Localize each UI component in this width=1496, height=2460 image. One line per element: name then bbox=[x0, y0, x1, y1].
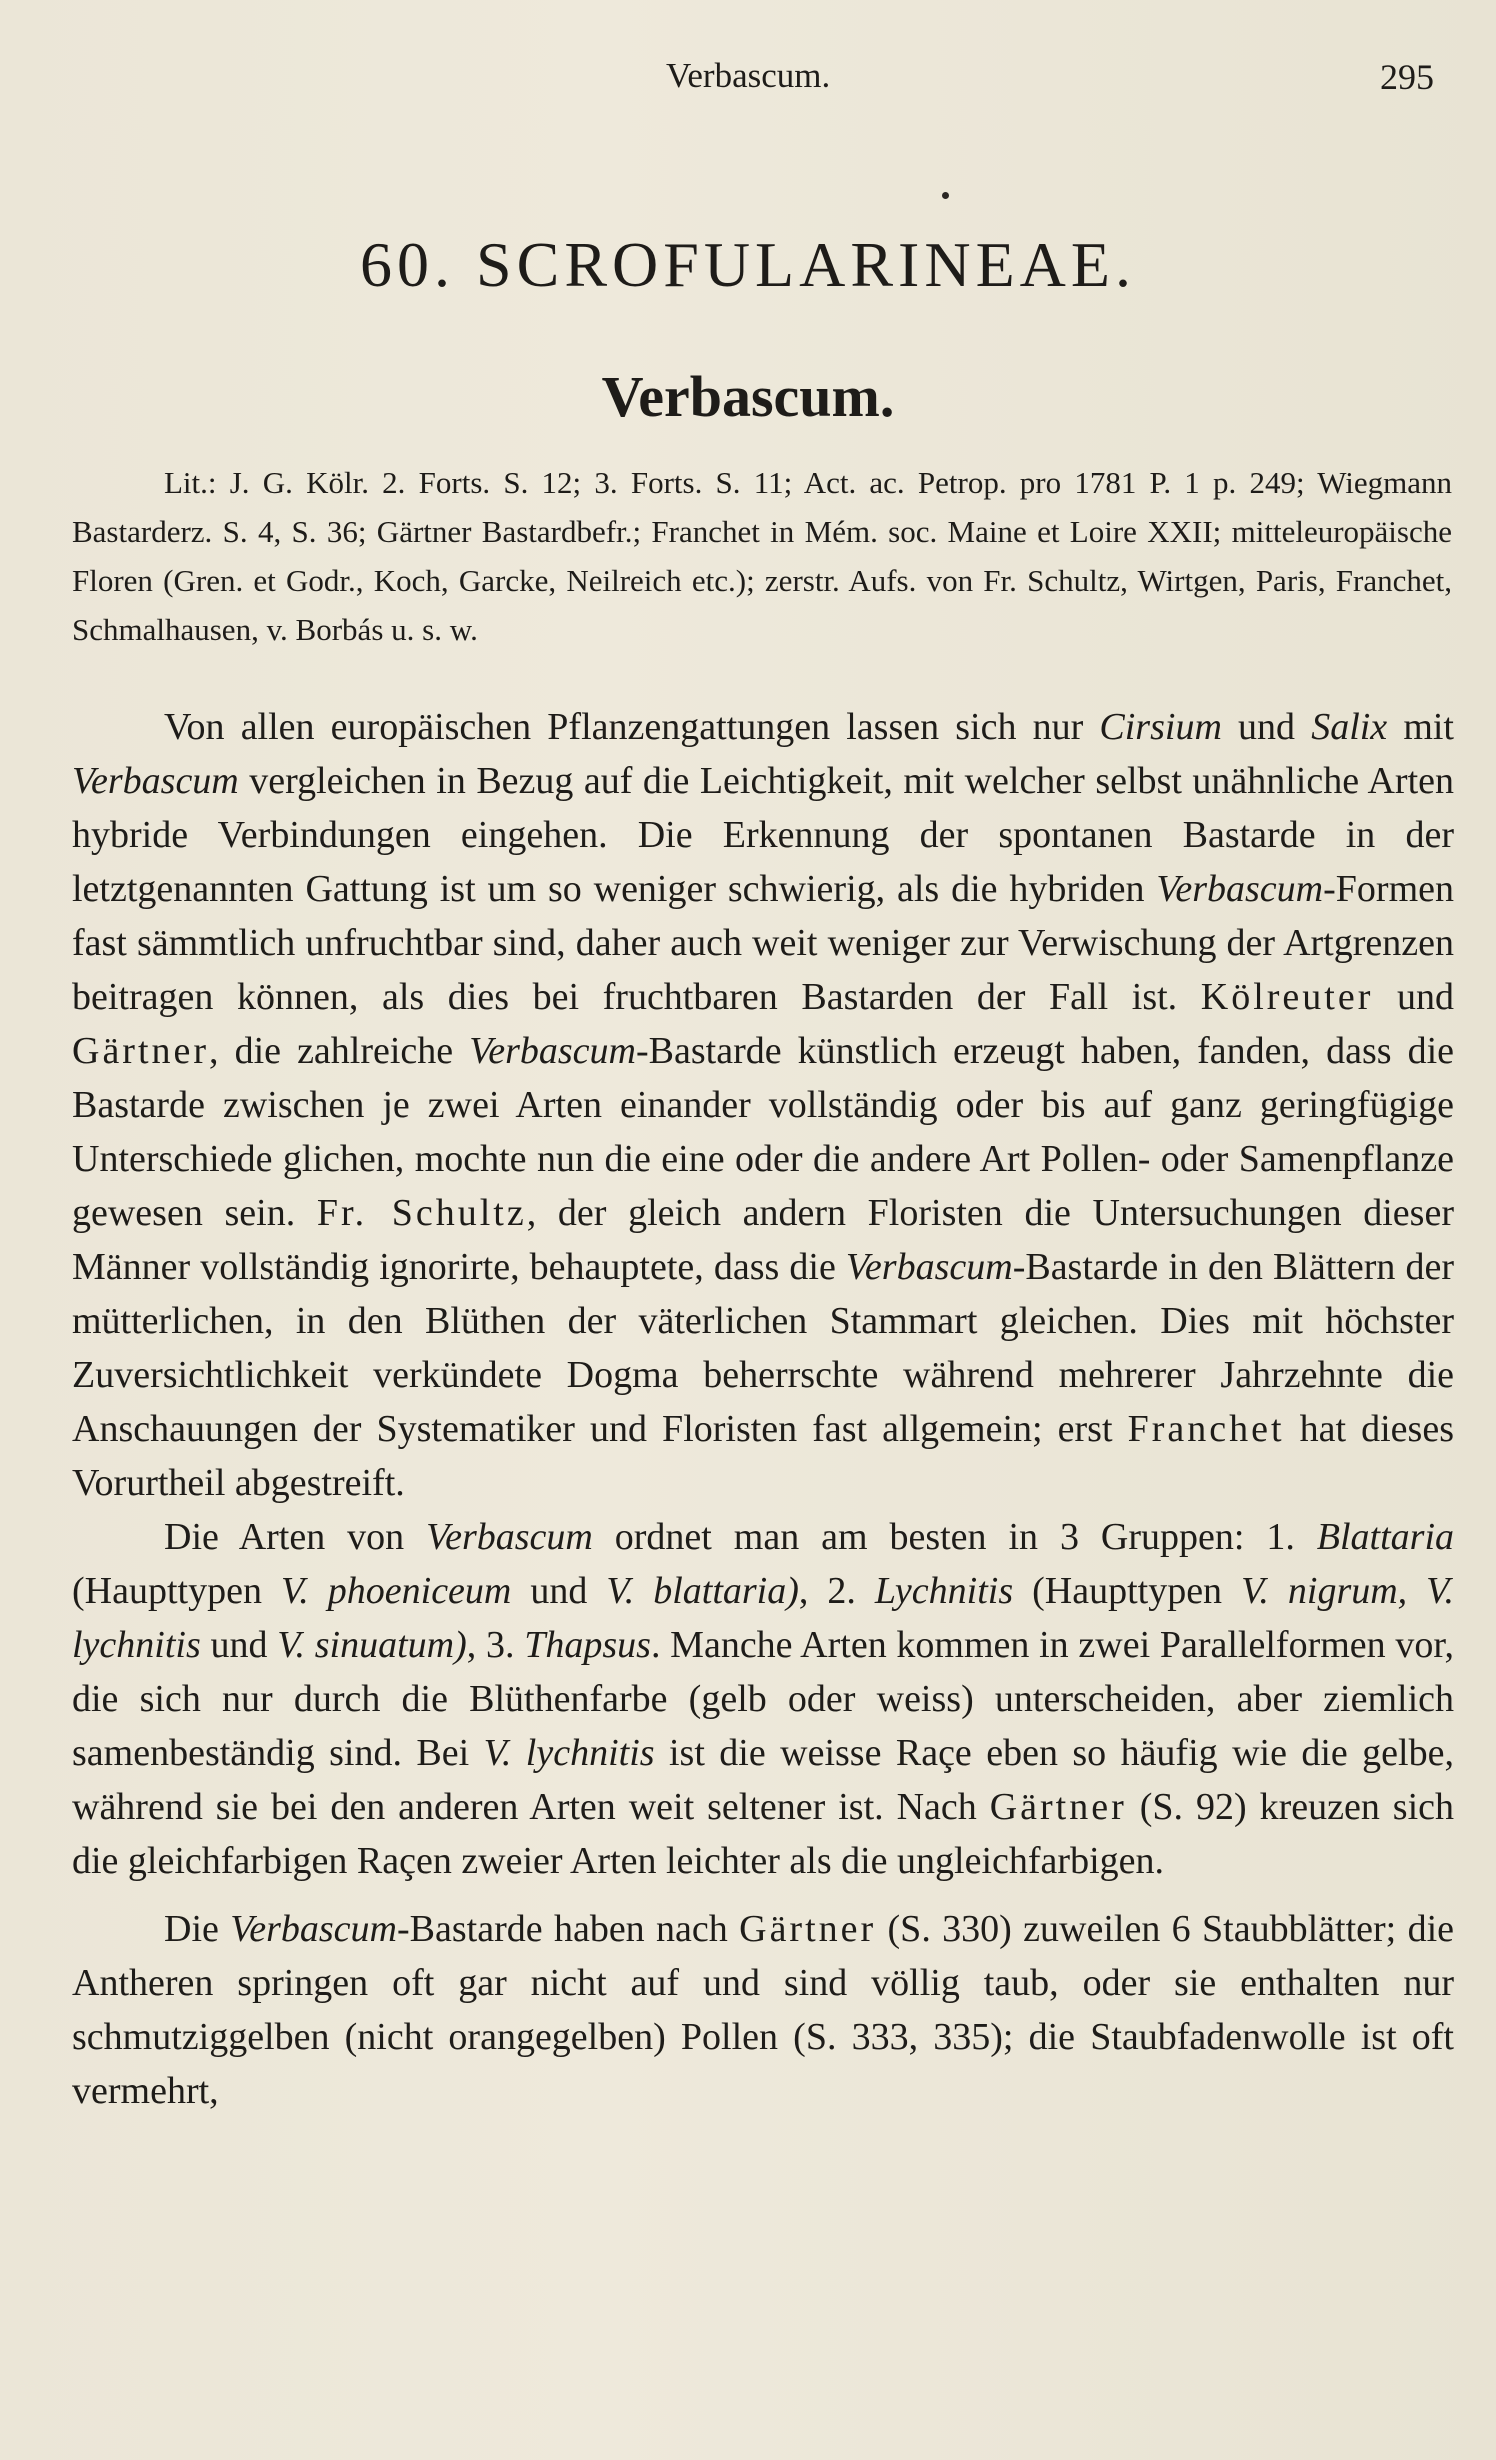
literature-text: Lit.: J. G. Kölr. 2. Forts. S. 12; 3. Forts. S. 11; Act. ac. Petrop. pro 1781 P. 1 p. 249; Wiegmann Bastarderz. S. 4, S. 36; Gärtner Bastardbefr.; Franchet in Mém. soc. Maine et Loire XXII; mitteleuropäische Floren (Gren. et Godr., Koch, Garcke, Neilreich etc.); zerstr. Aufs. von Fr. Schultz, Wirtgen, Paris, Franchet, Schmalhausen, v. Borbás u. s. w. bbox=[72, 465, 1452, 647]
text-run: Die bbox=[164, 1908, 231, 1950]
taxon-name: V. phoeniceum bbox=[280, 1570, 512, 1612]
taxon-name: V. sinuatum) bbox=[277, 1624, 467, 1666]
paragraph-1 bbox=[72, 700, 1454, 1510]
text-run: , 2. bbox=[798, 1570, 875, 1612]
text-run: . Manche Arten kommen in zwei Parallelformen vor, die sich nur durch die Blüthenfarbe (gelb oder weiss) unterscheiden, aber ziemlich samenbeständig sind. Bei bbox=[72, 1624, 1455, 1774]
text-run: und bbox=[200, 1624, 278, 1666]
taxon-name: Verbascum bbox=[230, 1908, 397, 1950]
family-heading: 60. SCROFULARINEAE. bbox=[360, 229, 1136, 300]
text-run: hat dieses Vorurtheil abgestreift. bbox=[72, 1408, 1454, 1504]
text-run: und bbox=[1221, 706, 1312, 748]
genus-heading: Verbascum. bbox=[601, 364, 895, 429]
page-number: 295 bbox=[1380, 57, 1434, 97]
paragraph-2 bbox=[72, 1510, 1454, 1888]
text-run: , der gleich andern Floristen die Untersuchungen dieser Männer vollständig ignorirte, behauptete, dass die bbox=[72, 1192, 1454, 1288]
text-run: , 3. bbox=[466, 1624, 525, 1666]
author-name: Gärtner bbox=[72, 1030, 210, 1072]
text-run: und bbox=[511, 1570, 607, 1612]
text-run: vergleichen in Bezug auf die Leichtigkeit, mit welcher selbst unähnliche Arten hybride Verbindungen eingehen. Die Erkennung der spontanen Bastarde in der letztgenannten Gattung ist um so weniger schwierig, als die hybriden bbox=[72, 760, 1454, 910]
taxon-name: V. blattaria) bbox=[606, 1570, 799, 1612]
taxon-name: V. nigrum, V. lychnitis bbox=[72, 1570, 1454, 1666]
main-text bbox=[72, 700, 1454, 2118]
taxon-name: Verbascum bbox=[1156, 868, 1324, 910]
text-run: (Haupttypen bbox=[1013, 1570, 1242, 1612]
taxon-name: Lychnitis bbox=[874, 1570, 1014, 1612]
text-run: (S. 330) zuweilen 6 Staubblätter; die Antheren springen oft gar nicht auf und sind völlig taub, oder sie enthalten nur schmutziggelben (nicht orangegelben) Pollen (S. 333, 335); die Staubfadenwolle ist oft vermehrt, bbox=[72, 1908, 1454, 2112]
literature-block bbox=[72, 458, 1452, 654]
running-head-title: Verbascum. bbox=[666, 56, 831, 95]
text-run: -Bastarde in den Blättern der mütterlichen, in den Blüthen der väterlichen Stammart gleichen. Dies mit höchster Zuversichtlichkeit verkündete Dogma beherrschte während mehrerer Jahrzehnte die Anschauungen der Systematiker und Floristen fast allgemein; erst bbox=[72, 1246, 1455, 1450]
text-run: ist die weisse Raçe eben so häufig wie die gelbe, während sie bei den anderen Arten weit seltener ist. Nach bbox=[72, 1732, 1454, 1828]
taxon-name: Blattaria bbox=[1316, 1516, 1454, 1558]
text-run: Von allen europäischen Pflanzengattungen lassen sich nur bbox=[164, 706, 1100, 748]
author-name: Gärtner bbox=[739, 1908, 877, 1950]
paragraph-3 bbox=[72, 1902, 1454, 2118]
ornament-dot bbox=[942, 192, 949, 199]
taxon-name: Salix bbox=[1311, 706, 1388, 748]
taxon-name: Verbascum bbox=[469, 1030, 636, 1072]
text-run: (Haupttypen bbox=[72, 1570, 281, 1612]
text-run: ordnet man am besten in 3 Gruppen: 1. bbox=[592, 1516, 1317, 1558]
text-run: mit bbox=[1387, 706, 1454, 748]
author-name: Kölreuter bbox=[1200, 976, 1374, 1018]
taxon-name: Verbascum bbox=[72, 760, 239, 802]
taxon-name: Verbascum bbox=[426, 1516, 593, 1558]
taxon-name: V. lychnitis bbox=[483, 1732, 655, 1774]
author-name: Fr. Schultz bbox=[316, 1192, 527, 1234]
text-run: -Formen fast sämmtlich unfruchtbar sind, daher auch weit weniger zur Verwischung der Artgrenzen beitragen können, als dies bei fruchtbaren Bastarden der Fall ist. bbox=[72, 868, 1454, 1018]
text-run: Die Arten von bbox=[164, 1516, 427, 1558]
author-name: Gärtner bbox=[989, 1786, 1127, 1828]
taxon-name: Cirsium bbox=[1099, 706, 1222, 748]
text-run: und bbox=[1373, 976, 1454, 1018]
author-name: Franchet bbox=[1127, 1408, 1285, 1450]
text-run: -Bastarde haben nach bbox=[397, 1908, 740, 1950]
taxon-name: Thapsus bbox=[524, 1624, 651, 1666]
text-run: , die zahlreiche bbox=[209, 1030, 470, 1072]
taxon-name: Verbascum bbox=[845, 1246, 1013, 1288]
text-run: (S. 92) kreuzen sich die gleichfarbigen Raçen zweier Arten leichter als die ungleichfarbigen. bbox=[72, 1786, 1454, 1882]
running-head bbox=[0, 56, 1496, 106]
text-run: -Bastarde künstlich erzeugt haben, fanden, dass die Bastarde zwischen je zwei Arten einander vollständig oder bis auf ganz geringfügige Unterschiede glichen, mochte nun die eine oder die andere Art Pollen- oder Samenpflanze gewesen sein. bbox=[72, 1030, 1454, 1234]
